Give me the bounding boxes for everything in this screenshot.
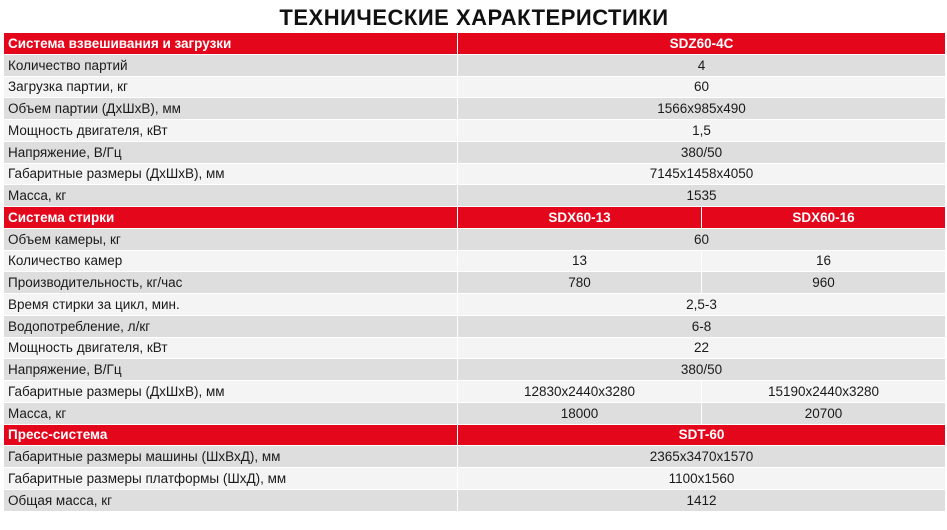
table-row (4, 54, 946, 76)
row-value-a: 12830х2440х3280 (458, 381, 702, 403)
table-row (4, 315, 946, 337)
row-value: 1535 (458, 185, 946, 207)
row-value: 1100х1560 (458, 468, 946, 490)
section-name: Система взвешивания и загрузки (4, 33, 458, 55)
row-value: 380/50 (458, 141, 946, 163)
table-row (4, 294, 946, 316)
section-header-press (4, 424, 946, 446)
row-label: Объем партии (ДхШхВ), мм (4, 98, 458, 120)
page-title: ТЕХНИЧЕСКИЕ ХАРАКТЕРИСТИКИ (279, 5, 669, 30)
row-value: 380/50 (458, 359, 946, 381)
model-name: SDZ60-4C (458, 33, 946, 55)
model-name: SDT-60 (458, 424, 946, 446)
row-label: Масса, кг (4, 402, 458, 424)
row-label: Количество партий (4, 54, 458, 76)
row-value: 7145х1458х4050 (458, 163, 946, 185)
row-label: Общая масса, кг (4, 489, 458, 511)
row-label: Мощность двигателя, кВт (4, 120, 458, 142)
row-value: 6-8 (458, 315, 946, 337)
row-label: Количество камер (4, 250, 458, 272)
row-label: Габаритные размеры платформы (ШхД), мм (4, 468, 458, 490)
row-value-b: 16 (702, 250, 946, 272)
table-row (4, 468, 946, 490)
row-label: Загрузка партии, кг (4, 76, 458, 98)
table-row (4, 250, 946, 272)
row-label: Габаритные размеры машины (ШхВхД), мм (4, 446, 458, 468)
row-label: Масса, кг (4, 185, 458, 207)
table-row (4, 272, 946, 294)
row-label: Производительность, кг/час (4, 272, 458, 294)
table-row (4, 446, 946, 468)
model-name-a: SDX60-13 (458, 207, 702, 229)
row-value: 1,5 (458, 120, 946, 142)
spec-table (3, 32, 946, 512)
row-value: 60 (458, 228, 946, 250)
row-label: Время стирки за цикл, мин. (4, 294, 458, 316)
row-label: Габаритные размеры (ДхШхВ), мм (4, 381, 458, 403)
table-row (4, 120, 946, 142)
row-value-a: 18000 (458, 402, 702, 424)
row-label: Напряжение, В/Гц (4, 359, 458, 381)
section-header-washing (4, 207, 946, 229)
row-value-b: 15190х2440х3280 (702, 381, 946, 403)
table-row (4, 489, 946, 511)
table-row (4, 163, 946, 185)
row-label: Напряжение, В/Гц (4, 141, 458, 163)
row-value-b: 960 (702, 272, 946, 294)
row-value: 1412 (458, 489, 946, 511)
section-name: Система стирки (4, 207, 458, 229)
table-row (4, 359, 946, 381)
section-name: Пресс-система (4, 424, 458, 446)
row-value: 4 (458, 54, 946, 76)
table-row (4, 381, 946, 403)
table-row (4, 185, 946, 207)
table-row (4, 402, 946, 424)
row-value: 2,5-3 (458, 294, 946, 316)
table-row (4, 141, 946, 163)
table-row (4, 98, 946, 120)
row-label: Габаритные размеры (ДхШхВ), мм (4, 163, 458, 185)
row-value: 1566х985х490 (458, 98, 946, 120)
row-value-b: 20700 (702, 402, 946, 424)
section-header-weighing (4, 33, 946, 55)
row-value-a: 780 (458, 272, 702, 294)
row-label: Мощность двигателя, кВт (4, 337, 458, 359)
table-row (4, 76, 946, 98)
row-value: 60 (458, 76, 946, 98)
table-row (4, 337, 946, 359)
row-value-a: 13 (458, 250, 702, 272)
model-name-b: SDX60-16 (702, 207, 946, 229)
row-label: Водопотребление, л/кг (4, 315, 458, 337)
row-value: 22 (458, 337, 946, 359)
table-row (4, 228, 946, 250)
row-label: Объем камеры, кг (4, 228, 458, 250)
row-value: 2365х3470х1570 (458, 446, 946, 468)
